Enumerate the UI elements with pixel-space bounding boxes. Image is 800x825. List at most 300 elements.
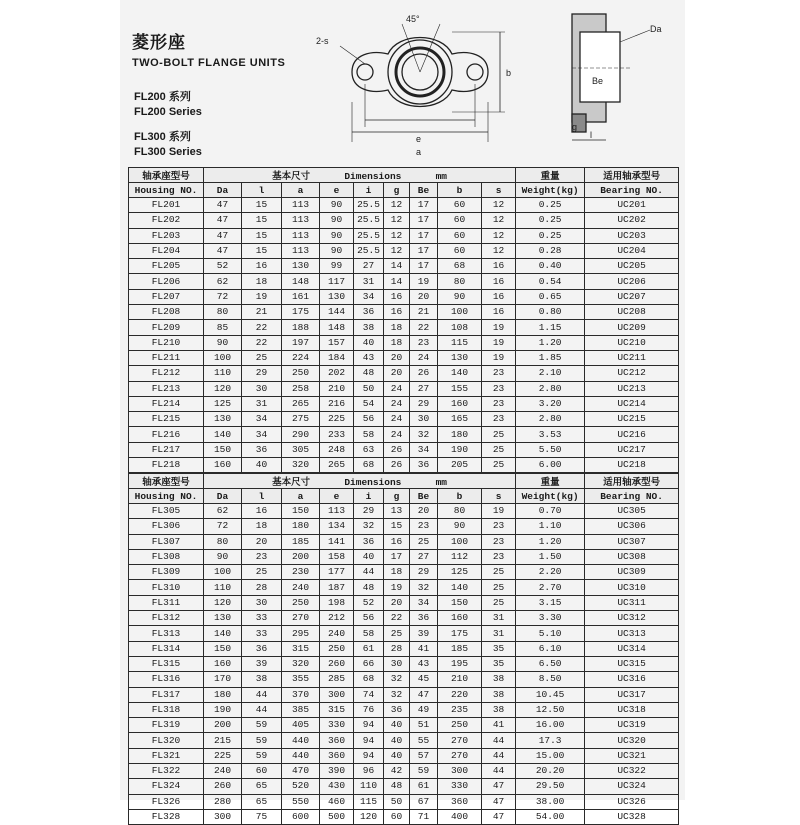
diagram-label-angle: 45° xyxy=(406,14,420,24)
table-row xyxy=(129,213,679,228)
cell-i: 61 xyxy=(354,641,384,656)
cell-be: 34 xyxy=(410,595,438,610)
fl200-table xyxy=(128,167,679,473)
cell-weight: 5.10 xyxy=(516,626,585,641)
cell-g: 24 xyxy=(384,396,410,411)
cell-g: 24 xyxy=(384,412,410,427)
cell-i: 44 xyxy=(354,565,384,580)
col-b: b xyxy=(438,489,482,504)
table-row xyxy=(129,687,679,702)
cell-da: 180 xyxy=(204,687,242,702)
cell-housing-no: FL315 xyxy=(129,656,204,671)
cell-weight: 0.70 xyxy=(516,504,585,519)
cell-b: 160 xyxy=(438,611,482,626)
cell-weight: 6.00 xyxy=(516,458,585,473)
cell-bearing-no: UC321 xyxy=(585,748,679,763)
cell-g: 16 xyxy=(384,534,410,549)
cell-s: 19 xyxy=(482,350,516,365)
cell-g: 30 xyxy=(384,656,410,671)
cell-housing-no: FL211 xyxy=(129,350,204,365)
cell-l: 75 xyxy=(242,809,282,824)
cell-i: 58 xyxy=(354,427,384,442)
cell-be: 43 xyxy=(410,656,438,671)
cell-be: 27 xyxy=(410,549,438,564)
cell-da: 80 xyxy=(204,534,242,549)
cell-a: 113 xyxy=(282,243,320,258)
table-row xyxy=(129,243,679,258)
cell-g: 60 xyxy=(384,809,410,824)
cell-e: 300 xyxy=(320,687,354,702)
cell-da: 90 xyxy=(204,335,242,350)
cell-i: 68 xyxy=(354,672,384,687)
cell-l: 18 xyxy=(242,519,282,534)
col-dimensions: 基本尺寸 Dimensions mm xyxy=(204,474,516,489)
cell-e: 198 xyxy=(320,595,354,610)
cell-e: 240 xyxy=(320,626,354,641)
table-row xyxy=(129,228,679,243)
cell-a: 440 xyxy=(282,733,320,748)
table-row xyxy=(129,580,679,595)
cell-i: 36 xyxy=(354,534,384,549)
cell-housing-no: FL215 xyxy=(129,412,204,427)
cell-be: 17 xyxy=(410,259,438,274)
cell-da: 170 xyxy=(204,672,242,687)
cell-da: 72 xyxy=(204,519,242,534)
cell-a: 161 xyxy=(282,289,320,304)
diagram-label-be: Be xyxy=(592,76,604,86)
cell-l: 36 xyxy=(242,641,282,656)
cell-da: 240 xyxy=(204,764,242,779)
cell-a: 250 xyxy=(282,595,320,610)
cell-da: 120 xyxy=(204,595,242,610)
cell-weight: 3.15 xyxy=(516,595,585,610)
cell-e: 216 xyxy=(320,396,354,411)
col-da: Da xyxy=(204,183,242,198)
cell-g: 22 xyxy=(384,611,410,626)
cell-be: 32 xyxy=(410,427,438,442)
cell-housing-no: FL201 xyxy=(129,198,204,213)
bolt-hole-left xyxy=(357,64,373,80)
cell-a: 148 xyxy=(282,274,320,289)
cell-a: 197 xyxy=(282,335,320,350)
cell-l: 34 xyxy=(242,412,282,427)
cell-da: 160 xyxy=(204,458,242,473)
col-a: a xyxy=(282,489,320,504)
col-weight-en: Weight(kg) xyxy=(516,183,585,198)
cell-g: 50 xyxy=(384,794,410,809)
cell-be: 17 xyxy=(410,213,438,228)
cell-g: 18 xyxy=(384,565,410,580)
col-e: e xyxy=(320,489,354,504)
cell-e: 330 xyxy=(320,718,354,733)
cell-housing-no: FL216 xyxy=(129,427,204,442)
cell-housing-no: FL317 xyxy=(129,687,204,702)
cell-i: 68 xyxy=(354,458,384,473)
cell-e: 460 xyxy=(320,794,354,809)
cell-i: 29 xyxy=(354,504,384,519)
col-a: a xyxy=(282,183,320,198)
cell-housing-no: FL305 xyxy=(129,504,204,519)
cell-s: 25 xyxy=(482,565,516,580)
cell-s: 23 xyxy=(482,412,516,427)
cell-b: 400 xyxy=(438,809,482,824)
cell-l: 40 xyxy=(242,458,282,473)
cell-e: 285 xyxy=(320,672,354,687)
table-row xyxy=(129,274,679,289)
cell-g: 14 xyxy=(384,259,410,274)
cell-a: 385 xyxy=(282,702,320,717)
cell-bearing-no: UC328 xyxy=(585,809,679,824)
cell-b: 165 xyxy=(438,412,482,427)
cell-da: 47 xyxy=(204,213,242,228)
cell-be: 23 xyxy=(410,519,438,534)
cell-bearing-no: UC206 xyxy=(585,274,679,289)
cell-i: 56 xyxy=(354,611,384,626)
cell-e: 360 xyxy=(320,748,354,763)
cell-l: 65 xyxy=(242,779,282,794)
cell-weight: 16.00 xyxy=(516,718,585,733)
cell-bearing-no: UC204 xyxy=(585,243,679,258)
cell-a: 113 xyxy=(282,228,320,243)
cell-s: 23 xyxy=(482,519,516,534)
cell-l: 29 xyxy=(242,366,282,381)
cell-a: 250 xyxy=(282,366,320,381)
col-weight-cn: 重量 xyxy=(516,474,585,489)
cell-be: 49 xyxy=(410,702,438,717)
cell-g: 19 xyxy=(384,580,410,595)
cell-s: 25 xyxy=(482,580,516,595)
cell-housing-no: FL316 xyxy=(129,672,204,687)
cell-bearing-no: UC311 xyxy=(585,595,679,610)
col-i: i xyxy=(354,489,384,504)
cell-s: 16 xyxy=(482,289,516,304)
cell-b: 115 xyxy=(438,335,482,350)
cell-da: 85 xyxy=(204,320,242,335)
cell-a: 295 xyxy=(282,626,320,641)
cell-housing-no: FL309 xyxy=(129,565,204,580)
cell-housing-no: FL313 xyxy=(129,626,204,641)
cell-be: 34 xyxy=(410,442,438,457)
cell-e: 141 xyxy=(320,534,354,549)
cell-da: 100 xyxy=(204,565,242,580)
table-row xyxy=(129,702,679,717)
cell-g: 40 xyxy=(384,718,410,733)
cell-a: 600 xyxy=(282,809,320,824)
cell-be: 21 xyxy=(410,305,438,320)
cell-l: 25 xyxy=(242,350,282,365)
cell-weight: 0.28 xyxy=(516,243,585,258)
cell-housing-no: FL203 xyxy=(129,228,204,243)
cell-b: 205 xyxy=(438,458,482,473)
cell-s: 38 xyxy=(482,672,516,687)
cell-b: 300 xyxy=(438,764,482,779)
cell-be: 45 xyxy=(410,672,438,687)
cell-b: 185 xyxy=(438,641,482,656)
cell-e: 500 xyxy=(320,809,354,824)
cell-bearing-no: UC308 xyxy=(585,549,679,564)
col-weight-cn: 重量 xyxy=(516,168,585,183)
cell-e: 113 xyxy=(320,504,354,519)
table-row xyxy=(129,320,679,335)
cell-weight: 8.50 xyxy=(516,672,585,687)
cell-bearing-no: UC324 xyxy=(585,779,679,794)
cell-i: 25.5 xyxy=(354,213,384,228)
cell-be: 29 xyxy=(410,396,438,411)
cell-housing-no: FL213 xyxy=(129,381,204,396)
cell-i: 40 xyxy=(354,549,384,564)
cell-l: 15 xyxy=(242,243,282,258)
cell-e: 158 xyxy=(320,549,354,564)
cell-housing-no: FL206 xyxy=(129,274,204,289)
page-title-cn: 菱形座 xyxy=(132,33,186,52)
cell-g: 12 xyxy=(384,213,410,228)
table-row xyxy=(129,198,679,213)
cell-g: 40 xyxy=(384,733,410,748)
cell-i: 36 xyxy=(354,305,384,320)
page-title-en: TWO-BOLT FLANGE UNITS xyxy=(132,57,286,69)
col-g: g xyxy=(384,489,410,504)
cell-da: 140 xyxy=(204,427,242,442)
cell-s: 25 xyxy=(482,442,516,457)
cell-l: 20 xyxy=(242,534,282,549)
cell-be: 32 xyxy=(410,580,438,595)
cell-housing-no: FL212 xyxy=(129,366,204,381)
cell-e: 177 xyxy=(320,565,354,580)
cell-s: 25 xyxy=(482,458,516,473)
cell-s: 44 xyxy=(482,733,516,748)
cell-bearing-no: UC320 xyxy=(585,733,679,748)
cell-e: 248 xyxy=(320,442,354,457)
cell-da: 62 xyxy=(204,274,242,289)
cell-da: 160 xyxy=(204,656,242,671)
col-housing-en: Housing NO. xyxy=(129,183,204,198)
cell-b: 80 xyxy=(438,504,482,519)
cell-s: 16 xyxy=(482,305,516,320)
cell-da: 300 xyxy=(204,809,242,824)
series-fl300-cn: FL300 系列 xyxy=(134,131,191,143)
cell-a: 113 xyxy=(282,198,320,213)
cell-a: 224 xyxy=(282,350,320,365)
cell-bearing-no: UC217 xyxy=(585,442,679,457)
cell-be: 17 xyxy=(410,243,438,258)
fl300-table xyxy=(128,473,679,825)
cell-weight: 0.65 xyxy=(516,289,585,304)
cell-e: 250 xyxy=(320,641,354,656)
cell-weight: 2.10 xyxy=(516,366,585,381)
table-row xyxy=(129,764,679,779)
cell-b: 155 xyxy=(438,381,482,396)
cell-i: 38 xyxy=(354,320,384,335)
cell-l: 23 xyxy=(242,549,282,564)
cell-weight: 1.10 xyxy=(516,519,585,534)
cell-da: 190 xyxy=(204,702,242,717)
cell-i: 56 xyxy=(354,412,384,427)
cell-bearing-no: UC207 xyxy=(585,289,679,304)
cell-l: 34 xyxy=(242,427,282,442)
cell-b: 112 xyxy=(438,549,482,564)
cell-l: 15 xyxy=(242,198,282,213)
cell-s: 38 xyxy=(482,687,516,702)
cell-g: 13 xyxy=(384,504,410,519)
cell-e: 233 xyxy=(320,427,354,442)
cell-b: 270 xyxy=(438,748,482,763)
table-row xyxy=(129,779,679,794)
cell-i: 31 xyxy=(354,274,384,289)
cell-l: 33 xyxy=(242,626,282,641)
cell-e: 90 xyxy=(320,198,354,213)
cell-e: 184 xyxy=(320,350,354,365)
cell-e: 157 xyxy=(320,335,354,350)
cell-a: 550 xyxy=(282,794,320,809)
cell-bearing-no: UC201 xyxy=(585,198,679,213)
cell-s: 23 xyxy=(482,381,516,396)
cell-bearing-no: UC319 xyxy=(585,718,679,733)
cell-be: 19 xyxy=(410,274,438,289)
cell-l: 59 xyxy=(242,748,282,763)
cell-a: 130 xyxy=(282,259,320,274)
cell-be: 39 xyxy=(410,626,438,641)
cell-housing-no: FL207 xyxy=(129,289,204,304)
cell-g: 32 xyxy=(384,687,410,702)
cell-bearing-no: UC211 xyxy=(585,350,679,365)
cell-s: 47 xyxy=(482,794,516,809)
col-da: Da xyxy=(204,489,242,504)
cell-i: 110 xyxy=(354,779,384,794)
table-row xyxy=(129,458,679,473)
cell-bearing-no: UC210 xyxy=(585,335,679,350)
diagram-label-da: Da xyxy=(650,24,662,34)
cell-housing-no: FL307 xyxy=(129,534,204,549)
cell-g: 48 xyxy=(384,779,410,794)
col-i: i xyxy=(354,183,384,198)
cell-bearing-no: UC216 xyxy=(585,427,679,442)
cell-g: 12 xyxy=(384,243,410,258)
cell-s: 38 xyxy=(482,702,516,717)
cell-housing-no: FL311 xyxy=(129,595,204,610)
col-housing-cn: 轴承座型号 xyxy=(129,168,204,183)
cell-g: 20 xyxy=(384,366,410,381)
cell-s: 19 xyxy=(482,335,516,350)
cell-be: 20 xyxy=(410,504,438,519)
cell-b: 160 xyxy=(438,396,482,411)
cell-bearing-no: UC305 xyxy=(585,504,679,519)
cell-a: 315 xyxy=(282,641,320,656)
cell-b: 60 xyxy=(438,213,482,228)
cell-weight: 0.54 xyxy=(516,274,585,289)
cell-l: 21 xyxy=(242,305,282,320)
table-row xyxy=(129,427,679,442)
cell-g: 28 xyxy=(384,641,410,656)
table-row xyxy=(129,366,679,381)
cell-da: 130 xyxy=(204,611,242,626)
cell-bearing-no: UC315 xyxy=(585,656,679,671)
cell-b: 60 xyxy=(438,243,482,258)
cell-housing-no: FL306 xyxy=(129,519,204,534)
cell-i: 43 xyxy=(354,350,384,365)
table-row xyxy=(129,350,679,365)
cell-g: 12 xyxy=(384,228,410,243)
table-row xyxy=(129,305,679,320)
cell-a: 370 xyxy=(282,687,320,702)
cell-i: 63 xyxy=(354,442,384,457)
cell-i: 25.5 xyxy=(354,243,384,258)
cell-weight: 15.00 xyxy=(516,748,585,763)
cell-weight: 1.20 xyxy=(516,335,585,350)
table-row xyxy=(129,595,679,610)
cell-be: 30 xyxy=(410,412,438,427)
cell-a: 185 xyxy=(282,534,320,549)
cell-s: 35 xyxy=(482,656,516,671)
table-row xyxy=(129,289,679,304)
cell-s: 44 xyxy=(482,764,516,779)
cell-weight: 2.70 xyxy=(516,580,585,595)
cell-a: 265 xyxy=(282,396,320,411)
cell-b: 210 xyxy=(438,672,482,687)
col-b: b xyxy=(438,183,482,198)
cell-s: 12 xyxy=(482,243,516,258)
diagram-label-b: b xyxy=(506,68,512,78)
cell-b: 140 xyxy=(438,580,482,595)
cell-bearing-no: UC205 xyxy=(585,259,679,274)
table-row xyxy=(129,396,679,411)
col-l: l xyxy=(242,489,282,504)
cell-be: 61 xyxy=(410,779,438,794)
cell-housing-no: FL318 xyxy=(129,702,204,717)
cell-housing-no: FL209 xyxy=(129,320,204,335)
cell-b: 175 xyxy=(438,626,482,641)
cell-be: 29 xyxy=(410,565,438,580)
col-e: e xyxy=(320,183,354,198)
table-row xyxy=(129,259,679,274)
cell-e: 90 xyxy=(320,213,354,228)
cell-l: 36 xyxy=(242,442,282,457)
col-be: Be xyxy=(410,489,438,504)
cell-i: 58 xyxy=(354,626,384,641)
cell-l: 16 xyxy=(242,504,282,519)
cell-b: 68 xyxy=(438,259,482,274)
cell-bearing-no: UC314 xyxy=(585,641,679,656)
cell-weight: 6.50 xyxy=(516,656,585,671)
cell-be: 26 xyxy=(410,366,438,381)
table-row xyxy=(129,549,679,564)
cell-e: 90 xyxy=(320,243,354,258)
cell-e: 212 xyxy=(320,611,354,626)
cell-e: 90 xyxy=(320,228,354,243)
cell-bearing-no: UC318 xyxy=(585,702,679,717)
cell-l: 59 xyxy=(242,718,282,733)
cell-bearing-no: UC309 xyxy=(585,565,679,580)
diagram-label-bolt: 2-s xyxy=(316,36,329,46)
cell-housing-no: FL326 xyxy=(129,794,204,809)
cell-be: 24 xyxy=(410,350,438,365)
cell-s: 12 xyxy=(482,213,516,228)
cell-e: 225 xyxy=(320,412,354,427)
cell-a: 150 xyxy=(282,504,320,519)
cell-s: 23 xyxy=(482,366,516,381)
cell-e: 187 xyxy=(320,580,354,595)
cell-weight: 1.20 xyxy=(516,534,585,549)
cell-g: 36 xyxy=(384,702,410,717)
table-row xyxy=(129,794,679,809)
cell-e: 260 xyxy=(320,656,354,671)
table-row xyxy=(129,565,679,580)
cell-da: 90 xyxy=(204,549,242,564)
cell-a: 230 xyxy=(282,565,320,580)
col-s: s xyxy=(482,183,516,198)
cell-bearing-no: UC312 xyxy=(585,611,679,626)
cell-b: 130 xyxy=(438,350,482,365)
bolt-hole-right xyxy=(467,64,483,80)
